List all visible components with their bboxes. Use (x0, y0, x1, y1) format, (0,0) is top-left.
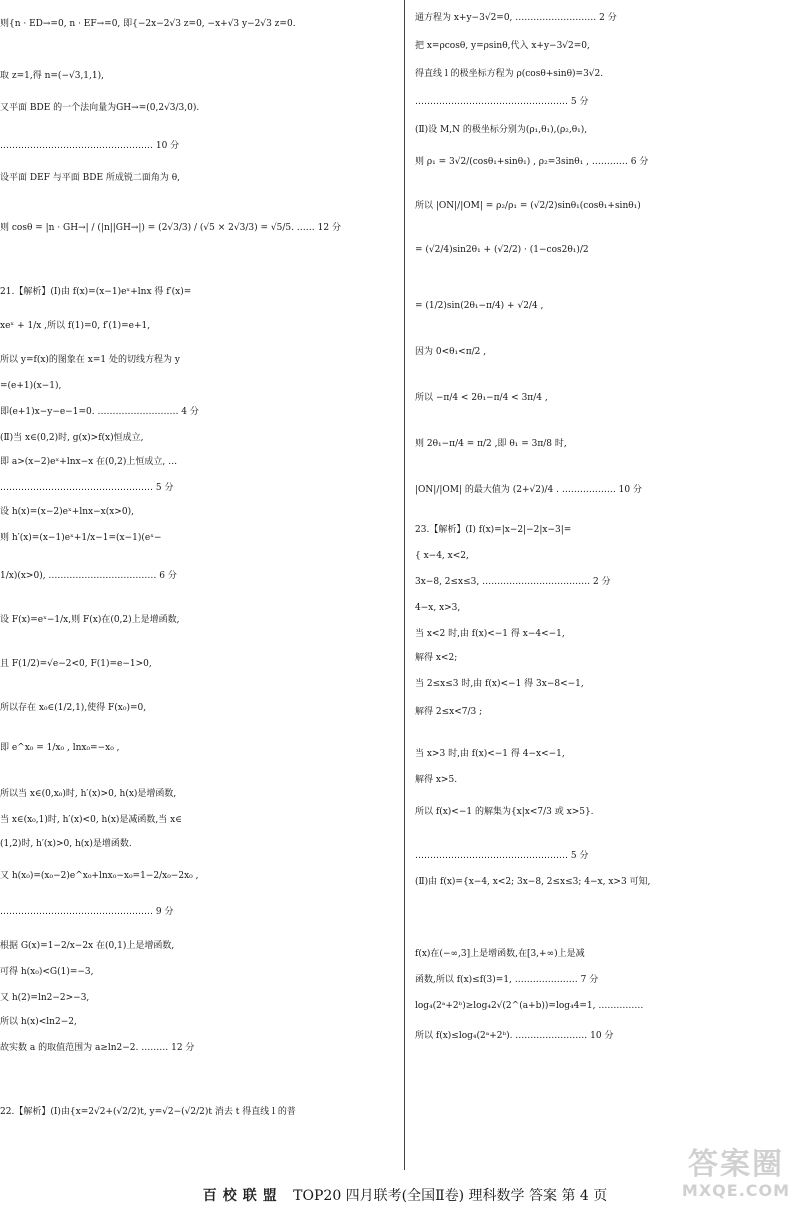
left-solution-line: 根据 G(x)=1−2/x−2x 在(0,1)上是增函数, (0, 941, 175, 951)
left-solution-line: 所以当 x∈(0,x₀)时, h′(x)>0, h(x)是增函数, (0, 789, 177, 799)
footer-text: TOP20 四月联考(全国Ⅱ卷) 理科数学 答案 第 4 页 (293, 1188, 608, 1204)
left-solution-line: 22.【解析】(Ⅰ)由{x=2√2+(√2/2)t, y=√2−(√2/2)t 消去 t 得直线 l 的普 (0, 1107, 296, 1117)
left-solution-line: 所以 y=f(x)的图象在 x=1 处的切线方程为 y (0, 355, 180, 365)
right-solution-line: (Ⅱ)由 f(x)={x−4, x<2; 3x−8, 2≤x≤3; 4−x, x>3 可知, (415, 877, 651, 887)
left-solution-line: 即(e+1)x−y−e−1=0. ……………………… 4 分 (0, 407, 199, 417)
right-solution-line: 则 2θ₁−π/4 = π/2 ,即 θ₁ = 3π/8 时, (415, 439, 567, 449)
left-solution-line: 1/x)(x>0), ……………………………… 6 分 (0, 571, 177, 581)
left-solution-line: …………………………………………… 5 分 (0, 483, 174, 493)
right-solution-line: 当 2≤x≤3 时,由 f(x)<−1 得 3x−8<−1, (415, 679, 584, 689)
left-solution-line: 则 h′(x)=(x−1)eˣ+1/x−1=(x−1)(eˣ− (0, 533, 162, 543)
right-solution-line: 所以 |ON|/|OM| = ρ₂/ρ₁ = (√2/2)sinθ₁(cosθ₁+sinθ₁) (415, 201, 641, 211)
left-solution-line: 21.【解析】(Ⅰ)由 f(x)=(x−1)eˣ+lnx 得 f′(x)= (0, 287, 192, 297)
right-solution-line: 解得 2≤x<7/3 ; (415, 707, 483, 717)
watermark-title: 答案圈 (688, 1147, 784, 1182)
right-solution-line: 通方程为 x+y−3√2=0, ……………………… 2 分 (415, 13, 617, 23)
watermark-url: MXQE.COM (681, 1181, 791, 1200)
publisher-logo: 百校联盟 (202, 1188, 283, 1204)
left-solution-line: 所以 h(x)<ln2−2, (0, 1017, 77, 1027)
left-solution-line: …………………………………………… 9 分 (0, 907, 174, 917)
right-solution-line: 则 ρ₁ = 3√2/(cosθ₁+sinθ₁) , ρ₂=3sinθ₁ , ………… 6 分 (415, 157, 649, 167)
left-solution-line: 则 cosθ = |n · GH→| / (|n||GH→|) = (2√3/3) / (√5 × 2√3/3) = √5/5. …… 12 分 (0, 223, 341, 233)
right-solution-line: 所以 f(x)<−1 的解集为{x|x<7/3 或 x>5}. (415, 807, 594, 817)
right-solution-line: log₄(2ᵃ+2ᵇ)≥log₄2√(2^(a+b))=log₄4=1, …………… (415, 1001, 644, 1011)
right-solution-line: 23.【解析】(Ⅰ) f(x)=|x−2|−2|x−3|= (415, 525, 572, 535)
site-watermark (666, 1148, 806, 1204)
left-solution-line: 设 F(x)=eˣ−1/x,则 F(x)在(0,2)上是增函数, (0, 615, 180, 625)
right-solution-line: …………………………………………… 5 分 (415, 851, 589, 861)
right-solution-line: 所以 f(x)≤log₄(2ᵃ+2ᵇ). …………………… 10 分 (415, 1031, 614, 1041)
left-solution-line: 又 h(x₀)=(x₀−2)e^x₀+lnx₀−x₀=1−2/x₀−2x₀ , (0, 871, 199, 881)
left-solution-line: 可得 h(x₀)<G(1)=−3, (0, 967, 94, 977)
right-solution-line: = (1/2)sin(2θ₁−π/4) + √2/4 , (415, 301, 544, 311)
right-solution-line: f(x)在(−∞,3]上是增函数,在[3,+∞)上是减 (415, 949, 585, 959)
right-solution-line: 4−x, x>3, (415, 603, 461, 613)
right-solution-line: 当 x>3 时,由 f(x)<−1 得 4−x<−1, (415, 749, 565, 759)
left-solution-line: 故实数 a 的取值范围为 a≥ln2−2. ……… 12 分 (0, 1043, 195, 1053)
right-solution-line: 解得 x<2; (415, 653, 458, 663)
right-solution-line: 把 x=ρcosθ, y=ρsinθ,代入 x+y−3√2=0, (415, 41, 590, 51)
right-solution-line: 函数,所以 f(x)≤f(3)=1, ………………… 7 分 (415, 975, 599, 985)
right-solution-line: 当 x<2 时,由 f(x)<−1 得 x−4<−1, (415, 629, 565, 639)
left-solution-line: 设 h(x)=(x−2)eˣ+lnx−x(x>0), (0, 507, 134, 517)
left-solution-line: =(e+1)(x−1), (0, 381, 62, 391)
right-solution-line: (Ⅱ)设 M,N 的极坐标分别为(ρ₁,θ₁),(ρ₂,θ₁), (415, 125, 588, 135)
right-solution-line: 因为 0<θ₁<π/2 , (415, 347, 487, 357)
right-solution-line: |ON|/|OM| 的最大值为 (2+√2)/4 . ……………… 10 分 (415, 485, 642, 495)
left-solution-line: 设平面 DEF 与平面 BDE 所成锐二面角为 θ, (0, 173, 181, 183)
left-solution-line: (1,2)时, h′(x)>0, h(x)是增函数. (0, 839, 132, 849)
left-solution-line: 所以存在 x₀∈(1/2,1),使得 F(x₀)=0, (0, 703, 147, 713)
left-solution-line: …………………………………………… 10 分 (0, 141, 180, 151)
right-solution-line: 3x−8, 2≤x≤3, ……………………………… 2 分 (415, 577, 611, 587)
right-solution-line: = (√2/4)sin2θ₁ + (√2/2) · (1−cos2θ₁)/2 (415, 245, 589, 255)
left-solution-line: 又平面 BDE 的一个法向量为GH→=(0,2√3/3,0). (0, 103, 200, 113)
left-solution-line: 取 z=1,得 n=(−√3,1,1), (0, 71, 104, 81)
right-solution-line: …………………………………………… 5 分 (415, 97, 589, 107)
left-solution-line: 即 a>(x−2)eˣ+lnx−x 在(0,2)上恒成立, … (0, 457, 178, 467)
right-solution-line: { x−4, x<2, (415, 551, 469, 561)
left-solution-line: 且 F(1/2)=√e−2<0, F(1)=e−1>0, (0, 659, 152, 669)
column-divider (404, 0, 405, 1170)
right-solution-line: 得直线 l 的极坐标方程为 ρ(cosθ+sinθ)=3√2. (415, 69, 604, 79)
left-solution-line: (Ⅱ)当 x∈(0,2)时, g(x)>f(x)恒成立, (0, 433, 144, 443)
left-solution-line: 当 x∈(x₀,1)时, h′(x)<0, h(x)是减函数,当 x∈ (0, 815, 182, 825)
left-solution-line: 则{n · ED→=0, n · EF→=0, 即{−2x−2√3 z=0, −x+√3 y−2√3 z=0. (0, 19, 296, 29)
left-solution-line: 即 e^x₀ = 1/x₀ , lnx₀=−x₀ , (0, 743, 120, 753)
left-solution-line: 又 h(2)=ln2−2>−3, (0, 993, 90, 1003)
right-solution-line: 所以 −π/4 < 2θ₁−π/4 < 3π/4 , (415, 393, 548, 403)
left-solution-line: xeˣ + 1/x ,所以 f(1)=0, f′(1)=e+1, (0, 321, 151, 331)
right-solution-line: 解得 x>5. (415, 775, 458, 785)
